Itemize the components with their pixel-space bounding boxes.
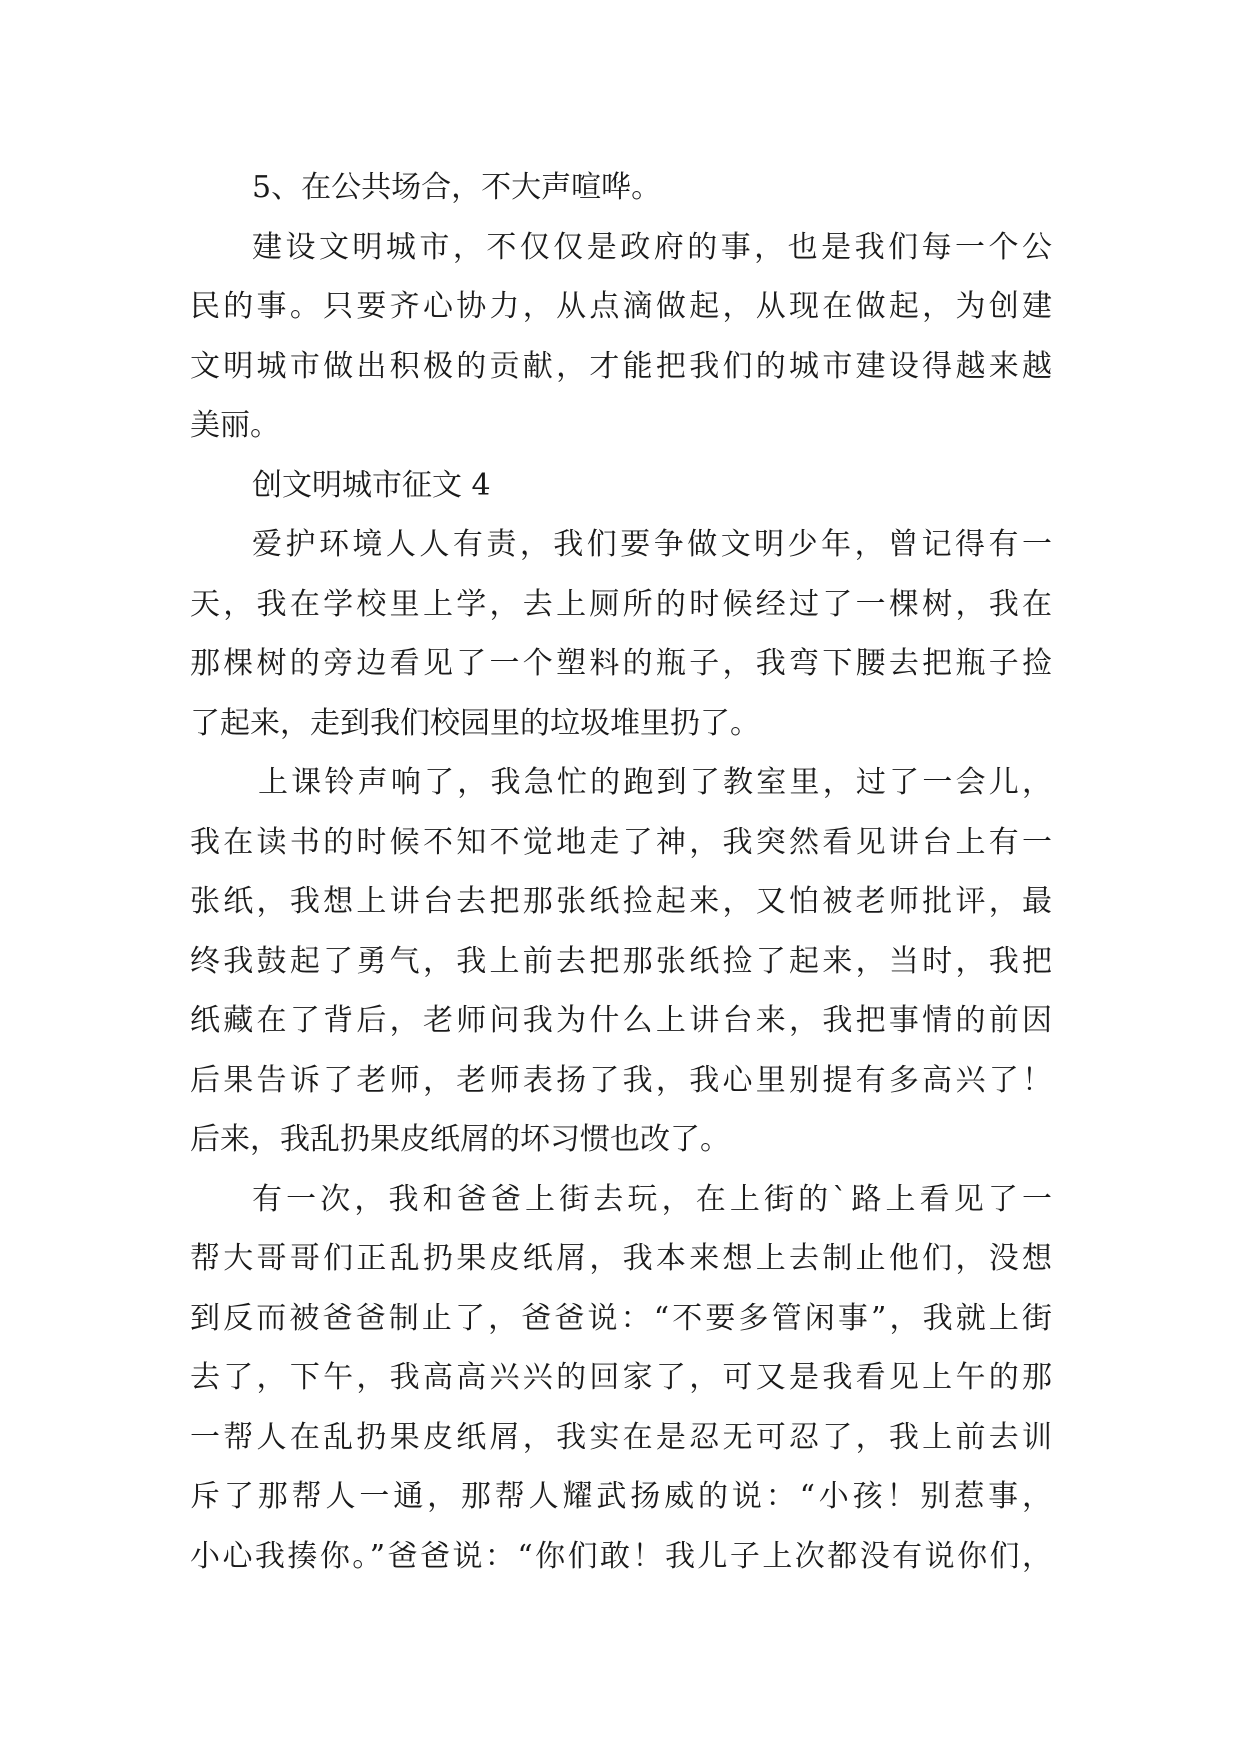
- text-line: 了起来，走到我们校园里的垃圾堆里扔了。: [190, 705, 760, 741]
- text-line: 5、在公共场合，不大声喧哗。: [252, 170, 662, 205]
- text-line: 文明城市做出积极的贡献，才能把我们的城市建设得越来越: [190, 348, 1052, 384]
- text-line: 那棵树的旁边看见了一个塑料的瓶子，我弯下腰去把瓶子捡: [190, 646, 1052, 681]
- section-heading: 创文明城市征文 4: [252, 467, 491, 503]
- text-line: 后果告诉了老师，老师表扬了我，我心里别提有多高兴了！: [190, 1062, 1052, 1098]
- text-line: 天，我在学校里上学，去上厕所的时候经过了一棵树，我在: [190, 586, 1052, 622]
- text-line: 帮大哥哥们正乱扔果皮纸屑，我本来想上去制止他们，没想: [190, 1241, 1052, 1276]
- text-line: 民的事。只要齐心协力，从点滴做起，从现在做起，为创建: [190, 289, 1052, 324]
- text-line: 美丽。: [190, 408, 280, 443]
- text-line: 后来，我乱扔果皮纸屑的坏习惯也改了。: [190, 1122, 730, 1157]
- text-line: 建设文明城市，不仅仅是政府的事，也是我们每一个公: [252, 229, 1052, 265]
- text-line: 有一次，我和爸爸上街去玩，在上街的`路上看见了一: [252, 1181, 1052, 1217]
- text-line: 张纸，我想上讲台去把那张纸捡起来，又怕被老师批评，最: [190, 884, 1052, 919]
- text-line: 斥了那帮人一通，那帮人耀武扬威的说：“小孩！别惹事，: [190, 1479, 1052, 1514]
- text-line: 去了，下午，我高高兴兴的回家了，可又是我看见上午的那: [190, 1360, 1052, 1395]
- document-body: [190, 158, 1052, 1586]
- text-line: 纸藏在了背后，老师问我为什么上讲台来，我把事情的前因: [190, 1003, 1052, 1038]
- text-line: 我在读书的时候不知不觉地走了神，我突然看见讲台上有一: [190, 824, 1052, 860]
- text-line: 到反而被爸爸制止了，爸爸说：“不要多管闲事”，我就上街: [190, 1300, 1052, 1336]
- text-line: 终我鼓起了勇气，我上前去把那张纸捡了起来，当时，我把: [190, 943, 1052, 979]
- text-line: 一帮人在乱扔果皮纸屑，我实在是忍无可忍了，我上前去训: [190, 1419, 1052, 1455]
- text-line: 小心我揍你。”爸爸说：“你们敢！我儿子上次都没有说你们，: [190, 1538, 1052, 1574]
- text-line: 上课铃声响了，我急忙的跑到了教室里，过了一会儿，: [258, 765, 1052, 800]
- text-line: 爱护环境人人有责，我们要争做文明少年，曾记得有一: [252, 527, 1052, 562]
